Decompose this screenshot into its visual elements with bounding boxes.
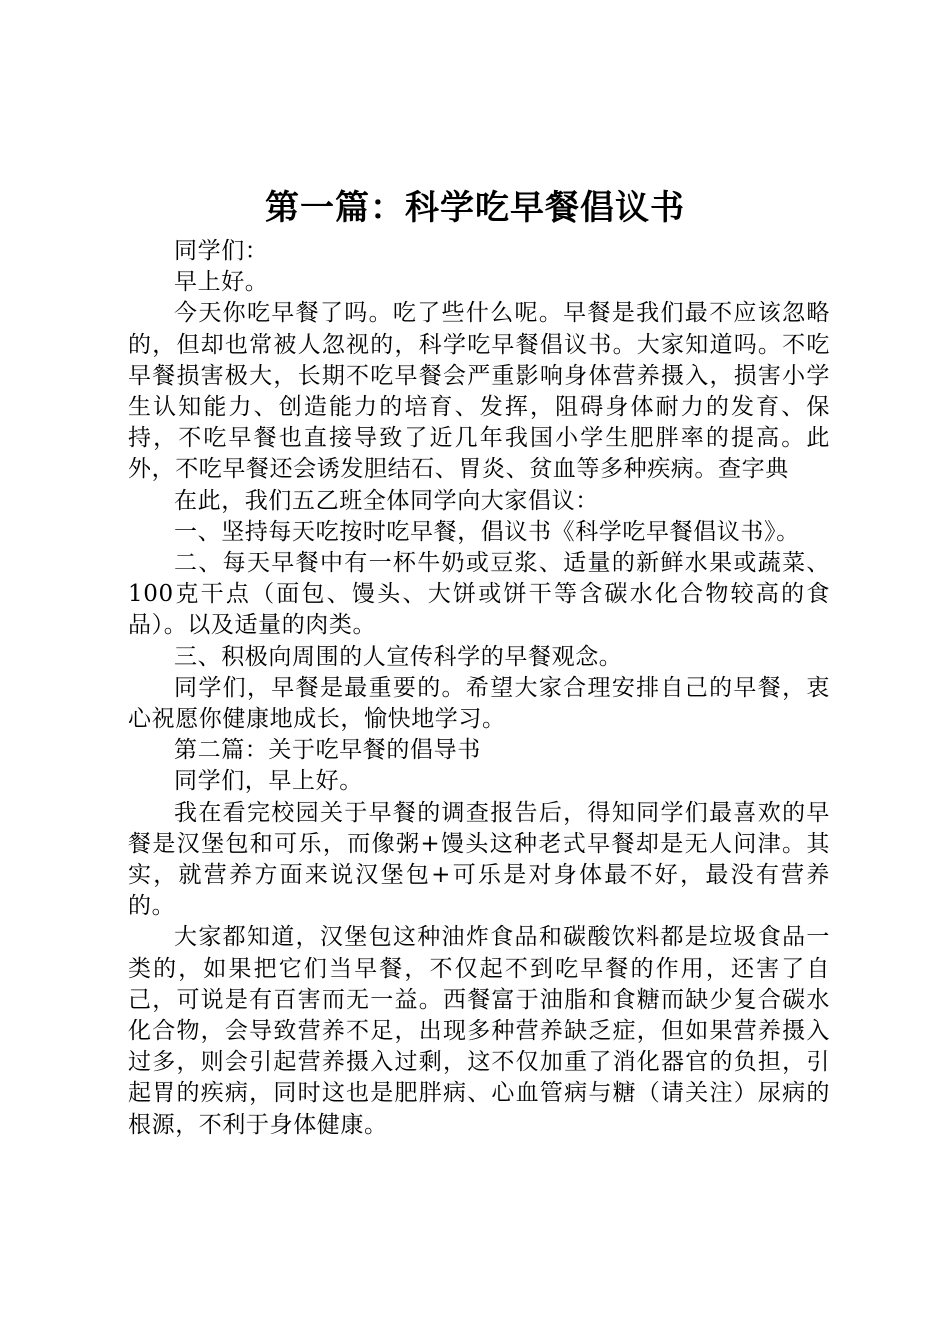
greeting-paragraph: 同学们： (174, 238, 269, 264)
intro-paragraph: 今天你吃早餐了吗。吃了些什么呢。早餐是我们最不应该忽略的，但却也常被人忽视的，科学吃早餐倡议书。大家知道吗。不吃早餐损害极大，长期不吃早餐会严重影响身体营养摄入，损害小学生认知能力、创造能力的培育、发挥，阻碍身体耐力的发育、保持，不吃早餐也直接导致了近几年我国小学生肥胖率的提高。此外，不吃早餐还会诱发胆结石、胃炎、贫血等多种疾病。查字典 (128, 300, 830, 483)
section-two-heading: 第二篇：关于吃早餐的倡导书 (174, 737, 481, 764)
closing-paragraph: 同学们，早餐是最重要的。希望大家合理安排自己的早餐，衷心祝愿你健康地成长，愉快地学习。 (128, 674, 830, 733)
document-title: 第一篇：科学吃早餐倡议书 (265, 188, 685, 228)
proposal-item-3: 三、积极向周围的人宣传科学的早餐观念。 (174, 643, 623, 670)
section-two-paragraph-1: 我在看完校园关于早餐的调查报告后，得知同学们最喜欢的早餐是汉堡包和可乐，而像粥+馒头这种老式早餐却是无人问津。其实，就营养方面来说汉堡包+可乐是对身体最不好，最没有营养的。 (128, 799, 830, 920)
section-two-greeting: 同学们，早上好。 (174, 768, 363, 795)
document-body (128, 236, 830, 1141)
proposal-lead-paragraph: 在此，我们五乙班全体同学向大家倡议： (174, 487, 599, 514)
section-two-paragraph-2: 大家都知道，汉堡包这种油炸食品和碳酸饮料都是垃圾食品一类的，如果把它们当早餐，不仅起不到吃早餐的作用，还害了自己，可说是有百害而无一益。西餐富于油脂和食糖而缺少复合碳水化合物，会导致营养不足，出现多种营养缺乏症，但如果营养摄入过多，则会引起营养摄入过剩，这不仅加重了消化器官的负担，引起胃的疾病，同时这也是肥胖病、心血管病与糖（请关注）尿病的根源，不利于身体健康。 (128, 924, 830, 1138)
proposal-item-2: 二、每天早餐中有一杯牛奶或豆浆、适量的新鲜水果或蔬菜、100克干点（面包、馒头、大饼或饼干等含碳水化合物较高的食品）。以及适量的肉类。 (128, 550, 830, 639)
salutation-paragraph: 早上好。 (174, 269, 269, 296)
proposal-item-1: 一、坚持每天吃按时吃早餐，倡议书《科学吃早餐倡议书》。 (174, 518, 800, 545)
